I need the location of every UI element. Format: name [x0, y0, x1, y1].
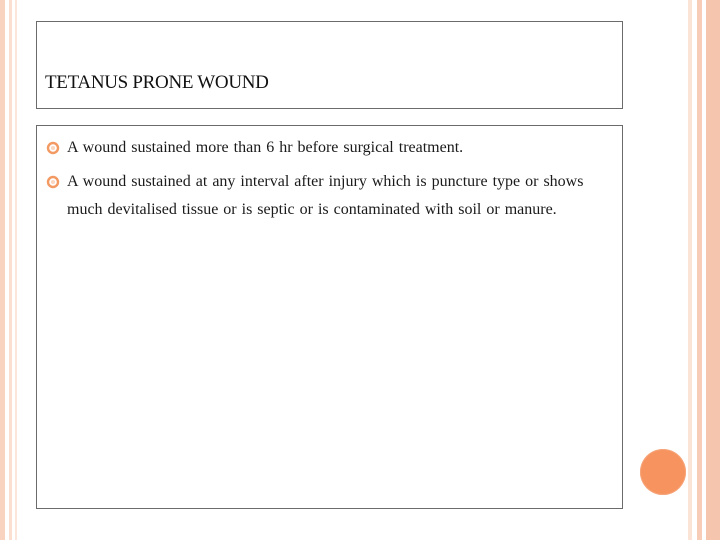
right-decor-stripe — [706, 0, 720, 540]
bullet-text: A wound sustained at any interval after injury which is puncture type or shows much devitalised tissue or is septic or is contaminated with soil or manure. — [67, 173, 584, 218]
slide-title: TETANUS PRONE WOUND — [45, 72, 269, 93]
right-decor-stripe — [688, 0, 692, 540]
bullet-list — [45, 134, 617, 230]
bullet-item — [45, 168, 617, 224]
ring-bullet-icon — [46, 141, 60, 155]
ring-bullet-icon — [46, 175, 60, 189]
right-decor-stripe — [697, 0, 702, 540]
left-decor-stripe — [15, 0, 17, 540]
bullet-item — [45, 134, 617, 162]
title-placeholder[interactable] — [36, 21, 623, 109]
decorative-orange-circle — [640, 449, 686, 495]
content-placeholder[interactable] — [36, 125, 623, 509]
bullet-text: A wound sustained more than 6 hr before surgical treatment. — [67, 139, 464, 156]
left-decor-stripe — [9, 0, 12, 540]
left-decor-stripe — [0, 0, 5, 540]
